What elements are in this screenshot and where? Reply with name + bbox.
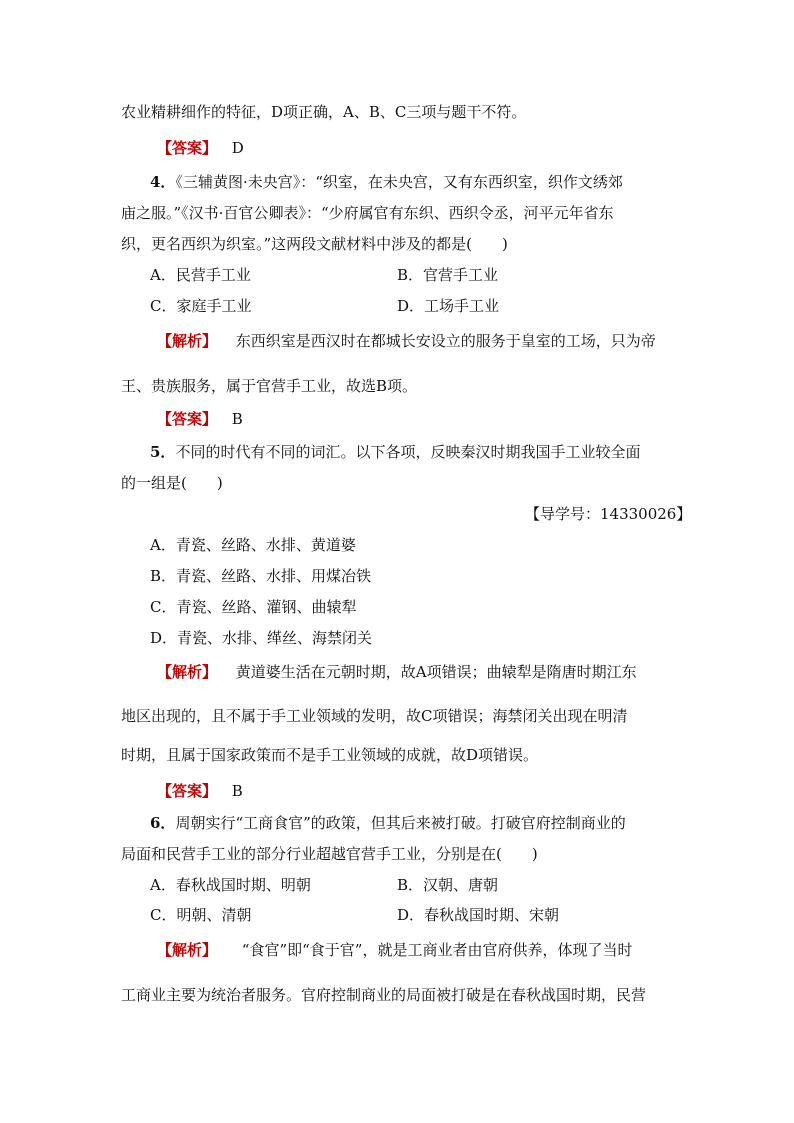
q5-option-d: D．青瓷、水排、缂丝、海禁闭关 (150, 629, 373, 647)
analysis-tag: 【解析】 (157, 332, 218, 350)
answer-value: D (231, 139, 244, 157)
answer-tag: 【答案】 (157, 410, 218, 428)
question-number: 6． (150, 814, 176, 832)
q5-option-b: B．青瓷、丝路、水排、用煤冶铁 (150, 567, 372, 585)
q4-option-c: C．家庭手工业 (150, 297, 252, 315)
q5-analysis-line3: 时期，且属于国家政策而不是手工业领域的成就，故D项错误。 (121, 746, 539, 764)
q4-option-a: A．民营手工业 (150, 266, 251, 284)
q5-stem-line2: 的一组是( ) (121, 474, 223, 492)
q6-option-c: C．明朝、清朝 (150, 906, 252, 924)
question-number: 4． (150, 173, 176, 191)
guide-number: 【导学号：14330026】 (525, 505, 692, 523)
continuation-line: 农业精耕细作的特征，D项正确，A、B、C三项与题干不符。 (121, 103, 527, 121)
analysis-tag: 【解析】 (157, 941, 218, 959)
q5-stem-line1: 5．不同的时代有不同的词汇。以下各项，反映秦汉时期我国手工业较全面 (150, 443, 641, 461)
q6-stem-line2: 局面和民营手工业的部分行业超越官营手工业，分别是在( ) (121, 845, 538, 863)
analysis-tag: 【解析】 (157, 663, 218, 681)
answer-value: B (231, 410, 243, 428)
q6-option-a: A．春秋战国时期、明朝 (150, 876, 311, 894)
q4-analysis-line2: 王、贵族服务，属于官营手工业，故选B项。 (121, 377, 418, 395)
q6-option-b: B．汉朝、唐朝 (397, 876, 499, 894)
answer-value: B (231, 782, 243, 800)
q6-analysis-line1: 【解析】 “食官”即“食于官”，就是工商业者由官府供养，体现了当时 (157, 941, 633, 959)
q4-stem-line3: 织，更名西织为织室。”这两段文献材料中涉及的都是( ) (121, 235, 508, 253)
q4-analysis-line1: 【解析】 东西织室是西汉时在都城长安设立的服务于皇室的工场，只为帝 (157, 332, 656, 350)
question-number: 5． (150, 443, 176, 461)
q6-stem-line1: 6．周朝实行“工商食官”的政策，但其后来被打破。打破官府控制商业的 (150, 814, 626, 832)
q4-stem-line2: 庙之服。”《汉书·百官公卿表》：“少府属官有东织、西织令丞，河平元年省东 (121, 204, 614, 222)
answer-tag: 【答案】 (157, 139, 218, 157)
q4-option-d: D．工场手工业 (397, 297, 500, 315)
answer-q3 (157, 138, 244, 158)
q4-stem-line1: 4．《三辅黄图·未央宫》：“织室，在未央宫，又有东西织室，织作文绣郊 (150, 173, 623, 191)
answer-tag: 【答案】 (157, 782, 218, 800)
answer-q5 (157, 781, 243, 801)
q5-option-a: A．青瓷、丝路、水排、黄道婆 (150, 536, 356, 554)
q5-option-c: C．青瓷、丝路、灌钢、曲辕犁 (150, 598, 357, 616)
q6-analysis-line2: 工商业主要为统治者服务。官府控制商业的局面被打破是在春秋战国时期，民营 (121, 986, 647, 1004)
q5-analysis-line1: 【解析】 黄道婆生活在元朝时期，故A项错误；曲辕犁是隋唐时期江东 (157, 663, 637, 681)
answer-q4 (157, 409, 243, 429)
q4-option-b: B．官营手工业 (397, 266, 499, 284)
q6-option-d: D．春秋战国时期、宋朝 (397, 906, 560, 924)
q5-analysis-line2: 地区出现的，且不属于手工业领域的发明，故C项错误；海禁闭关出现在明清 (121, 707, 628, 725)
